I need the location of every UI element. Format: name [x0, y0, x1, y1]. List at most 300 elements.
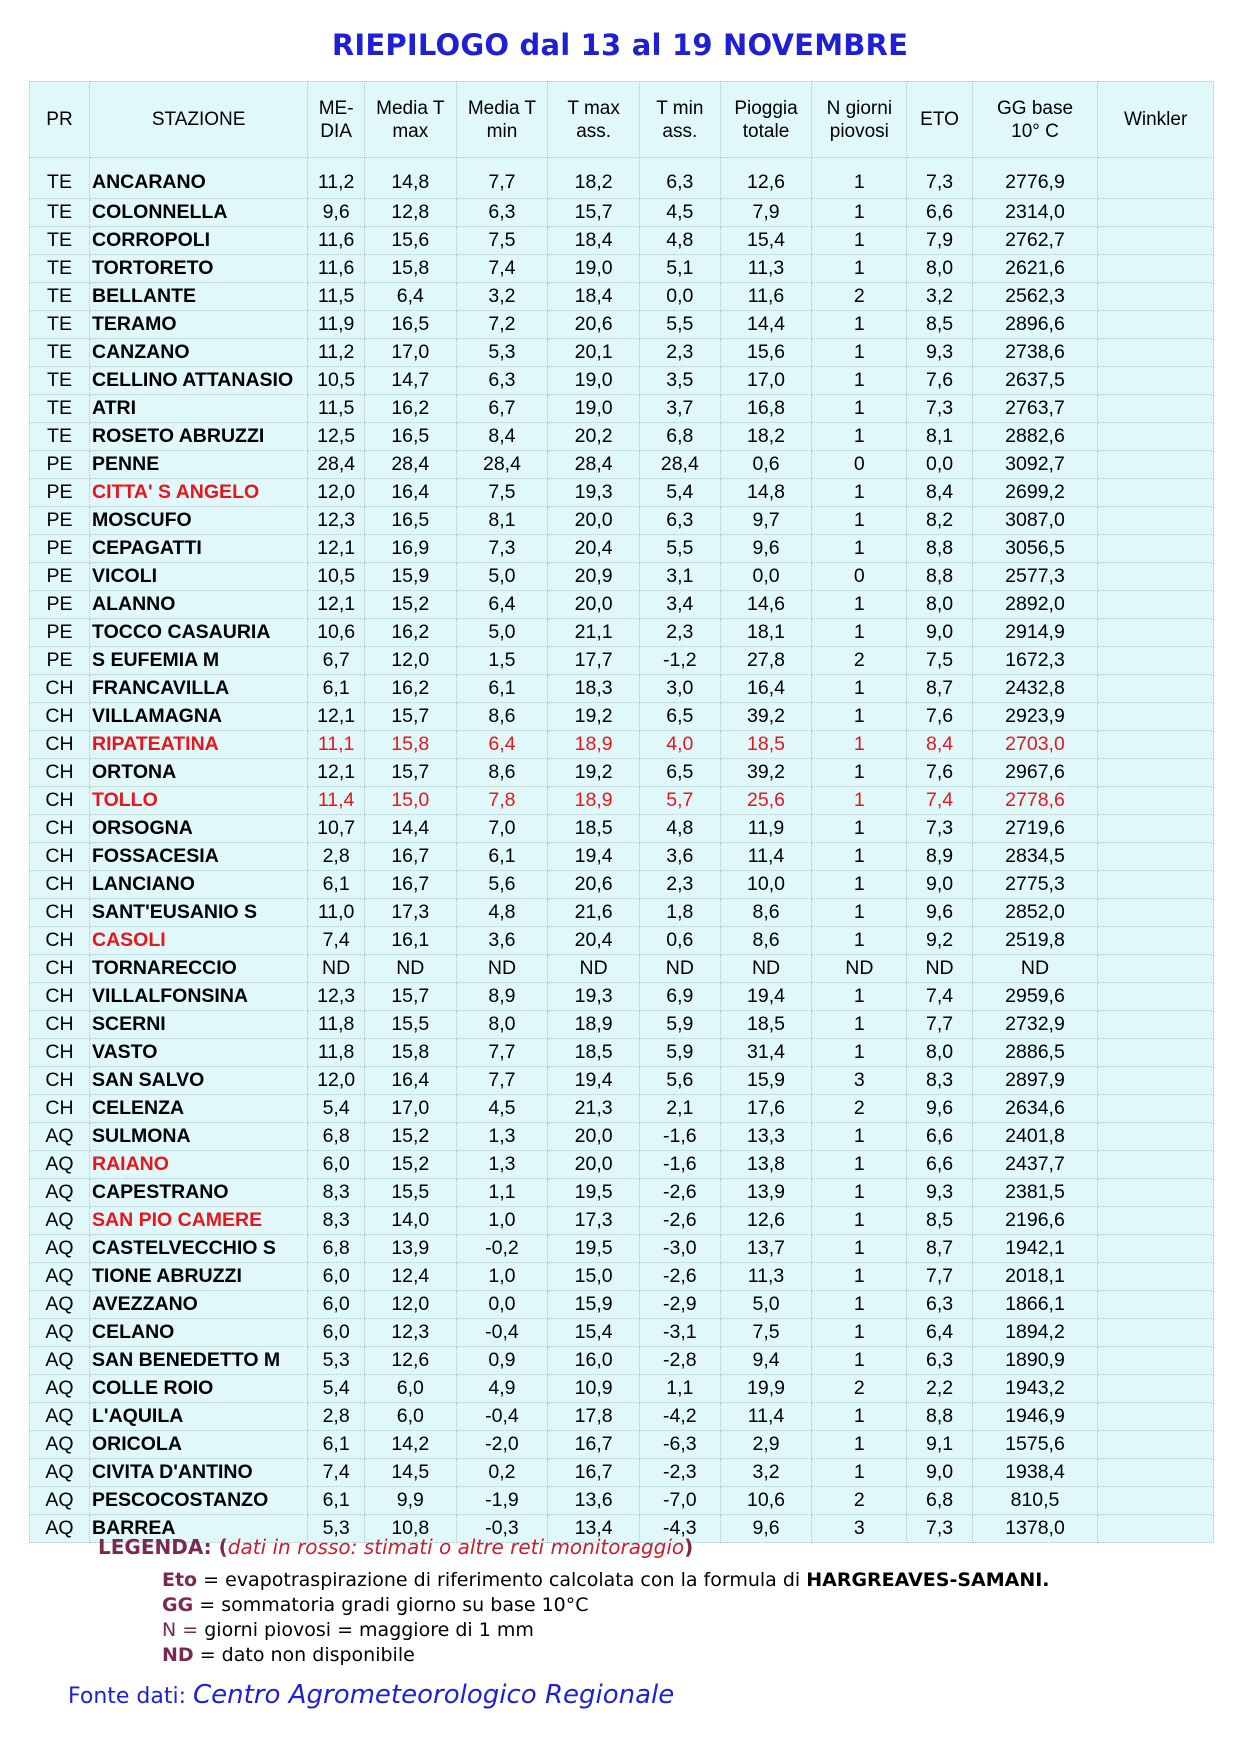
degree-days-cell: 1378,0 [972, 1515, 1097, 1543]
table-row [30, 1431, 1214, 1459]
degree-days-cell: 2959,6 [972, 983, 1097, 1011]
media-cell: 9,6 [308, 199, 365, 227]
media-tmin-cell: 5,0 [456, 619, 548, 647]
column-header-line: N giorni [826, 97, 893, 119]
media-tmin-cell: 1,3 [456, 1123, 548, 1151]
winkler-cell [1098, 535, 1214, 563]
table-header-row [30, 82, 1214, 158]
province-cell: AQ [30, 1347, 90, 1375]
media-tmax-cell: 14,8 [364, 158, 456, 199]
tmin-abs-cell: 3,6 [639, 843, 720, 871]
province-cell: CH [30, 1039, 90, 1067]
tmax-abs-cell: 21,3 [548, 1095, 640, 1123]
rainy-days-cell: 1 [812, 787, 907, 815]
province-cell: TE [30, 255, 90, 283]
station-name-cell: SAN PIO CAMERE [90, 1207, 308, 1235]
media-tmin-cell: 8,0 [456, 1011, 548, 1039]
tmin-abs-cell: -1,6 [639, 1123, 720, 1151]
winkler-cell [1098, 1319, 1214, 1347]
tmax-abs-cell: 19,5 [548, 1179, 640, 1207]
media-tmin-cell: 6,3 [456, 199, 548, 227]
eto-cell: 7,6 [907, 367, 972, 395]
province-cell: CH [30, 703, 90, 731]
degree-days-cell: 2923,9 [972, 703, 1097, 731]
rainy-days-cell: 1 [812, 479, 907, 507]
rain-total-cell: 12,6 [720, 158, 812, 199]
station-name-cell: CASOLI [90, 927, 308, 955]
province-cell: CH [30, 983, 90, 1011]
tmin-abs-cell: 6,3 [639, 507, 720, 535]
media-tmin-cell: 8,6 [456, 759, 548, 787]
province-cell: TE [30, 395, 90, 423]
media-tmax-cell: 14,5 [364, 1459, 456, 1487]
eto-cell: 6,6 [907, 1123, 972, 1151]
station-name-cell: TIONE ABRUZZI [90, 1263, 308, 1291]
tmax-abs-cell: 10,9 [548, 1375, 640, 1403]
winkler-cell [1098, 1403, 1214, 1431]
tmax-abs-cell: 20,2 [548, 423, 640, 451]
media-tmax-cell: 14,4 [364, 815, 456, 843]
rainy-days-cell: 1 [812, 1207, 907, 1235]
winkler-cell [1098, 423, 1214, 451]
rain-total-cell: 19,9 [720, 1375, 812, 1403]
station-name-cell: CORROPOLI [90, 227, 308, 255]
media-tmax-cell: 28,4 [364, 451, 456, 479]
table-row [30, 423, 1214, 451]
media-cell: 12,0 [308, 1067, 365, 1095]
station-name-cell: TOLLO [90, 787, 308, 815]
tmin-abs-cell: -2,6 [639, 1263, 720, 1291]
table-row [30, 199, 1214, 227]
column-header [639, 82, 720, 158]
column-header-line: ass. [662, 120, 698, 142]
rain-total-cell: 9,6 [720, 1515, 812, 1543]
eto-cell: 6,4 [907, 1319, 972, 1347]
province-cell: CH [30, 759, 90, 787]
station-name-cell: ROSETO ABRUZZI [90, 423, 308, 451]
eto-cell: 9,6 [907, 899, 972, 927]
rainy-days-cell: 2 [812, 1487, 907, 1515]
media-cell: 5,3 [308, 1515, 365, 1543]
tmin-abs-cell: -3,0 [639, 1235, 720, 1263]
column-header-line: max [392, 120, 429, 142]
rainy-days-cell: 1 [812, 1151, 907, 1179]
table-row [30, 1403, 1214, 1431]
tmax-abs-cell: 16,7 [548, 1431, 640, 1459]
media-tmax-cell: 12,3 [364, 1319, 456, 1347]
table-row [30, 1095, 1214, 1123]
tmin-abs-cell: -4,2 [639, 1403, 720, 1431]
rain-total-cell: 14,4 [720, 311, 812, 339]
media-cell: 10,5 [308, 563, 365, 591]
rainy-days-cell: 2 [812, 1095, 907, 1123]
tmax-abs-cell: 15,0 [548, 1263, 640, 1291]
column-header-line: Media T [467, 97, 537, 119]
winkler-cell [1098, 675, 1214, 703]
degree-days-cell: 1894,2 [972, 1319, 1097, 1347]
degree-days-cell: 2763,7 [972, 395, 1097, 423]
column-header [1098, 82, 1214, 158]
media-tmax-cell: 15,2 [364, 591, 456, 619]
media-tmin-cell: 7,7 [456, 1039, 548, 1067]
rain-total-cell: 15,4 [720, 227, 812, 255]
media-cell: 6,7 [308, 647, 365, 675]
degree-days-cell: 2401,8 [972, 1123, 1097, 1151]
media-cell: 12,5 [308, 423, 365, 451]
degree-days-cell: 1943,2 [972, 1375, 1097, 1403]
winkler-cell [1098, 955, 1214, 983]
degree-days-cell: 3092,7 [972, 451, 1097, 479]
tmax-abs-cell: 20,0 [548, 591, 640, 619]
degree-days-cell: 2896,6 [972, 311, 1097, 339]
tmin-abs-cell: -3,1 [639, 1319, 720, 1347]
rain-total-cell: 14,8 [720, 479, 812, 507]
table-row [30, 227, 1214, 255]
rainy-days-cell: 1 [812, 367, 907, 395]
media-tmax-cell: 16,7 [364, 843, 456, 871]
column-header [456, 82, 548, 158]
station-name-cell: S EUFEMIA M [90, 647, 308, 675]
media-tmin-cell: 6,7 [456, 395, 548, 423]
column-header-line: PR [46, 109, 73, 130]
media-cell: 11,8 [308, 1011, 365, 1039]
media-tmax-cell: 12,4 [364, 1263, 456, 1291]
media-cell: 6,8 [308, 1235, 365, 1263]
station-name-cell: FOSSACESIA [90, 843, 308, 871]
rain-total-cell: 13,8 [720, 1151, 812, 1179]
column-header-line: ass. [576, 120, 612, 142]
source-name: Centro Agrometeorologico Regionale [193, 1680, 675, 1710]
media-cell: 12,3 [308, 983, 365, 1011]
tmin-abs-cell: 4,8 [639, 815, 720, 843]
table-row [30, 927, 1214, 955]
degree-days-cell: 2562,3 [972, 283, 1097, 311]
tmin-abs-cell: -2,9 [639, 1291, 720, 1319]
media-tmin-cell: -0,4 [456, 1403, 548, 1431]
media-tmax-cell: 13,9 [364, 1235, 456, 1263]
station-name-cell: LANCIANO [90, 871, 308, 899]
winkler-cell [1098, 1207, 1214, 1235]
rain-total-cell: 18,5 [720, 731, 812, 759]
rainy-days-cell: 1 [812, 983, 907, 1011]
province-cell: AQ [30, 1319, 90, 1347]
rainy-days-cell: 1 [812, 1319, 907, 1347]
winkler-cell [1098, 1431, 1214, 1459]
station-name-cell: CELENZA [90, 1095, 308, 1123]
province-cell: CH [30, 1067, 90, 1095]
media-tmin-cell: 8,4 [456, 423, 548, 451]
media-cell: 6,1 [308, 1487, 365, 1515]
weather-summary-table [29, 81, 1214, 1543]
tmin-abs-cell: 0,0 [639, 283, 720, 311]
province-cell: AQ [30, 1207, 90, 1235]
media-cell: 12,1 [308, 759, 365, 787]
media-tmax-cell: 16,4 [364, 479, 456, 507]
winkler-cell [1098, 871, 1214, 899]
media-tmax-cell: 15,7 [364, 983, 456, 1011]
rainy-days-cell: 1 [812, 311, 907, 339]
rain-total-cell: 9,6 [720, 535, 812, 563]
rainy-days-cell: 1 [812, 395, 907, 423]
rain-total-cell: 11,4 [720, 1403, 812, 1431]
media-tmax-cell: 16,1 [364, 927, 456, 955]
column-header-line: ME- [318, 97, 354, 119]
media-tmin-cell: 7,7 [456, 158, 548, 199]
weather-summary-table-container [29, 81, 1214, 1543]
media-cell: 12,1 [308, 591, 365, 619]
table-row [30, 367, 1214, 395]
media-tmin-cell: 7,3 [456, 535, 548, 563]
media-cell: 11,2 [308, 158, 365, 199]
tmax-abs-cell: 17,7 [548, 647, 640, 675]
winkler-cell [1098, 1179, 1214, 1207]
tmin-abs-cell: -1,2 [639, 647, 720, 675]
station-name-cell: ATRI [90, 395, 308, 423]
rainy-days-cell: 1 [812, 703, 907, 731]
media-tmax-cell: 12,0 [364, 647, 456, 675]
media-tmin-cell: 6,4 [456, 591, 548, 619]
table-row [30, 1039, 1214, 1067]
media-tmax-cell: 6,0 [364, 1403, 456, 1431]
province-cell: TE [30, 423, 90, 451]
media-tmin-cell: -0,2 [456, 1235, 548, 1263]
tmax-abs-cell: 19,3 [548, 479, 640, 507]
media-tmax-cell: 15,9 [364, 563, 456, 591]
province-cell: TE [30, 311, 90, 339]
station-name-cell: RAIANO [90, 1151, 308, 1179]
media-tmax-cell: 9,9 [364, 1487, 456, 1515]
station-name-cell: PENNE [90, 451, 308, 479]
media-cell: 7,4 [308, 927, 365, 955]
media-tmax-cell: 17,0 [364, 339, 456, 367]
province-cell: TE [30, 199, 90, 227]
tmax-abs-cell: 20,6 [548, 871, 640, 899]
media-tmin-cell: -2,0 [456, 1431, 548, 1459]
legend-note: dati in rosso: stimati o altre reti monitoraggio [227, 1535, 685, 1559]
media-cell: 7,4 [308, 1459, 365, 1487]
eto-cell: 8,0 [907, 1039, 972, 1067]
tmax-abs-cell: 18,9 [548, 787, 640, 815]
media-tmin-cell: 5,0 [456, 563, 548, 591]
media-tmin-cell: 1,0 [456, 1263, 548, 1291]
tmin-abs-cell: 0,6 [639, 927, 720, 955]
legend-key: Eto [162, 1569, 198, 1591]
tmin-abs-cell: 2,3 [639, 619, 720, 647]
winkler-cell [1098, 1151, 1214, 1179]
media-tmax-cell: 16,2 [364, 675, 456, 703]
tmin-abs-cell: 5,7 [639, 787, 720, 815]
degree-days-cell: 2018,1 [972, 1263, 1097, 1291]
province-cell: TE [30, 367, 90, 395]
tmin-abs-cell: 3,7 [639, 395, 720, 423]
media-cell: 6,1 [308, 1431, 365, 1459]
province-cell: CH [30, 731, 90, 759]
station-name-cell: COLLE ROIO [90, 1375, 308, 1403]
station-name-cell: SAN BENEDETTO M [90, 1347, 308, 1375]
column-header-line: totale [742, 120, 790, 142]
station-name-cell: TORTORETO [90, 255, 308, 283]
table-row [30, 815, 1214, 843]
degree-days-cell: 1946,9 [972, 1403, 1097, 1431]
province-cell: AQ [30, 1123, 90, 1151]
tmax-abs-cell: 18,3 [548, 675, 640, 703]
degree-days-cell: 2914,9 [972, 619, 1097, 647]
rain-total-cell: 0,6 [720, 451, 812, 479]
eto-cell: 7,4 [907, 983, 972, 1011]
tmax-abs-cell: 19,2 [548, 759, 640, 787]
winkler-cell [1098, 563, 1214, 591]
rain-total-cell: 5,0 [720, 1291, 812, 1319]
province-cell: TE [30, 158, 90, 199]
tmax-abs-cell: 19,5 [548, 1235, 640, 1263]
tmax-abs-cell: 21,6 [548, 899, 640, 927]
media-tmax-cell: 16,2 [364, 395, 456, 423]
media-tmin-cell: 3,6 [456, 927, 548, 955]
media-cell: 5,4 [308, 1095, 365, 1123]
tmin-abs-cell: 3,5 [639, 367, 720, 395]
media-tmax-cell: 15,7 [364, 759, 456, 787]
tmax-abs-cell: ND [548, 955, 640, 983]
province-cell: PE [30, 451, 90, 479]
media-tmin-cell: 8,1 [456, 507, 548, 535]
rainy-days-cell: 1 [812, 423, 907, 451]
winkler-cell [1098, 1459, 1214, 1487]
winkler-cell [1098, 1487, 1214, 1515]
province-cell: CH [30, 815, 90, 843]
media-cell: 11,2 [308, 339, 365, 367]
eto-cell: 6,3 [907, 1291, 972, 1319]
station-name-cell: CANZANO [90, 339, 308, 367]
station-name-cell: BELLANTE [90, 283, 308, 311]
column-header-line: Pioggia [734, 97, 798, 119]
tmax-abs-cell: 20,0 [548, 1151, 640, 1179]
eto-cell: 8,4 [907, 731, 972, 759]
table-row [30, 871, 1214, 899]
tmax-abs-cell: 13,6 [548, 1487, 640, 1515]
degree-days-cell: 2886,5 [972, 1039, 1097, 1067]
degree-days-cell: 2967,6 [972, 759, 1097, 787]
eto-cell: 9,3 [907, 339, 972, 367]
rainy-days-cell: 1 [812, 1235, 907, 1263]
winkler-cell [1098, 787, 1214, 815]
rainy-days-cell: 1 [812, 591, 907, 619]
degree-days-cell: 1672,3 [972, 647, 1097, 675]
media-tmax-cell: 15,2 [364, 1151, 456, 1179]
legend-text: giorni piovosi = maggiore di 1 mm [198, 1619, 534, 1641]
tmin-abs-cell: -2,6 [639, 1207, 720, 1235]
degree-days-cell: 2834,5 [972, 843, 1097, 871]
media-cell: 12,1 [308, 535, 365, 563]
table-row [30, 395, 1214, 423]
rain-total-cell: 2,9 [720, 1431, 812, 1459]
media-tmin-cell: 7,4 [456, 255, 548, 283]
rain-total-cell: 16,8 [720, 395, 812, 423]
winkler-cell [1098, 1375, 1214, 1403]
degree-days-cell: 2196,6 [972, 1207, 1097, 1235]
rain-total-cell: 8,6 [720, 899, 812, 927]
rain-total-cell: 15,6 [720, 339, 812, 367]
tmin-abs-cell: 28,4 [639, 451, 720, 479]
legend-heading [98, 1535, 693, 1559]
degree-days-cell: 1938,4 [972, 1459, 1097, 1487]
media-tmax-cell: 17,3 [364, 899, 456, 927]
media-cell: 5,3 [308, 1347, 365, 1375]
degree-days-cell: 810,5 [972, 1487, 1097, 1515]
province-cell: AQ [30, 1375, 90, 1403]
winkler-cell [1098, 647, 1214, 675]
table-row [30, 535, 1214, 563]
rainy-days-cell: 1 [812, 1011, 907, 1039]
table-row [30, 311, 1214, 339]
winkler-cell [1098, 227, 1214, 255]
rain-total-cell: 11,9 [720, 815, 812, 843]
tmax-abs-cell: 18,5 [548, 815, 640, 843]
rain-total-cell: 18,2 [720, 423, 812, 451]
table-row [30, 158, 1214, 199]
degree-days-cell: ND [972, 955, 1097, 983]
eto-cell: 8,8 [907, 1403, 972, 1431]
legend-strong: HARGREAVES-SAMANI. [806, 1569, 1050, 1591]
winkler-cell [1098, 1515, 1214, 1543]
degree-days-cell: 3087,0 [972, 507, 1097, 535]
winkler-cell [1098, 591, 1214, 619]
media-tmin-cell: 7,5 [456, 479, 548, 507]
legend-note-close: ) [684, 1535, 694, 1559]
media-cell: 6,0 [308, 1319, 365, 1347]
table-row [30, 1263, 1214, 1291]
legend-item-gg [162, 1594, 589, 1616]
winkler-cell [1098, 843, 1214, 871]
media-cell: 8,3 [308, 1179, 365, 1207]
media-tmin-cell: 7,5 [456, 227, 548, 255]
media-tmin-cell: 6,1 [456, 843, 548, 871]
rain-total-cell: 16,4 [720, 675, 812, 703]
tmin-abs-cell: 6,8 [639, 423, 720, 451]
station-name-cell: SANT'EUSANIO S [90, 899, 308, 927]
tmax-abs-cell: 17,8 [548, 1403, 640, 1431]
tmax-abs-cell: 18,4 [548, 283, 640, 311]
station-name-cell: CASTELVECCHIO S [90, 1235, 308, 1263]
winkler-cell [1098, 367, 1214, 395]
media-cell: 11,5 [308, 395, 365, 423]
tmin-abs-cell: 2,3 [639, 871, 720, 899]
media-tmin-cell: 4,9 [456, 1375, 548, 1403]
tmin-abs-cell: 4,0 [639, 731, 720, 759]
rainy-days-cell: 1 [812, 535, 907, 563]
table-row [30, 283, 1214, 311]
legend-item-n [162, 1619, 534, 1641]
degree-days-cell: 2637,5 [972, 367, 1097, 395]
column-header [548, 82, 640, 158]
tmin-abs-cell: 4,8 [639, 227, 720, 255]
media-cell: 6,0 [308, 1291, 365, 1319]
degree-days-cell: 2775,3 [972, 871, 1097, 899]
degree-days-cell: 2577,3 [972, 563, 1097, 591]
media-tmin-cell: 8,6 [456, 703, 548, 731]
degree-days-cell: 1866,1 [972, 1291, 1097, 1319]
page-title: RIEPILOGO dal 13 al 19 NOVEMBRE [331, 28, 909, 62]
province-cell: AQ [30, 1403, 90, 1431]
winkler-cell [1098, 199, 1214, 227]
rainy-days-cell: 1 [812, 731, 907, 759]
media-tmin-cell: -0,3 [456, 1515, 548, 1543]
tmax-abs-cell: 18,9 [548, 731, 640, 759]
media-tmax-cell: 6,0 [364, 1375, 456, 1403]
rain-total-cell: 27,8 [720, 647, 812, 675]
rainy-days-cell: 1 [812, 1291, 907, 1319]
legend-key: N = [162, 1619, 199, 1641]
eto-cell: 7,3 [907, 1515, 972, 1543]
